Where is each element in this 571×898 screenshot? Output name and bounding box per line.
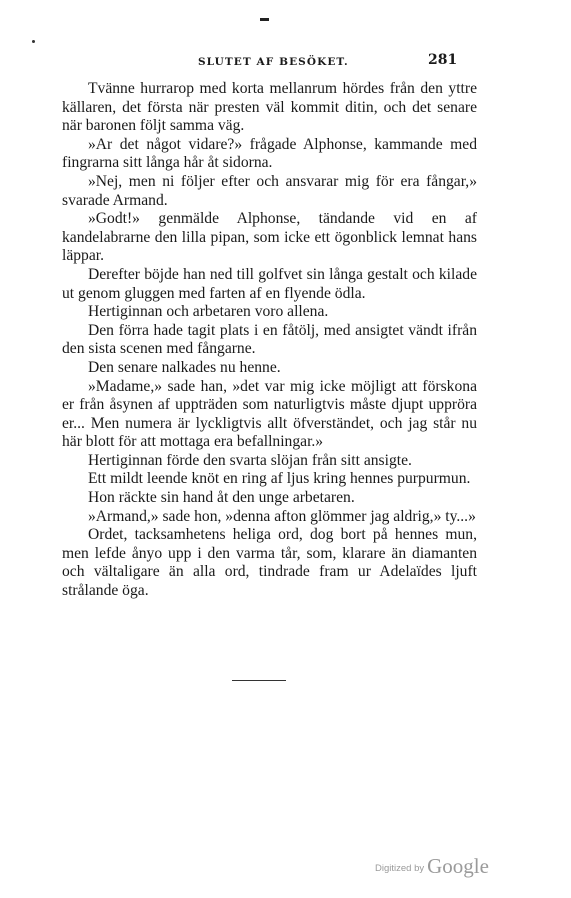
paragraph-4: »Godt!» genmälde Alphonse, tändande vid en af kandelabrarne den lilla pipan, som icke ett ögonblick lemnat hans läppar. xyxy=(62,210,477,265)
paragraph-2: »Ar det något vidare?» frågade Alphonse, kammande med fingrarna sitt långa hår åt sidorna. xyxy=(62,135,477,172)
paragraph-7: Den förra hade tagit plats i en fåtölj, med ansigtet vändt ifrån den sista scenen med fångarne. xyxy=(62,321,477,358)
print-mark xyxy=(260,18,269,21)
paragraph-12: Hon räckte sin hand åt den unge arbetaren. xyxy=(88,489,355,507)
paragraph-9: »Madame,» sade han, »det var mig icke möjligt att förskona er från åsynen af uppträden som naturligtvis måste djupt uppröra er... Men numera är lyckligtvis allt öfverständet, och jag står nu här blott för att mottaga era befallningar.» xyxy=(62,377,477,451)
paragraph-10: Hertiginnan förde den svarta slöjan från sitt ansigte. xyxy=(88,451,412,469)
paragraph-1: Tvänne hurrarop med korta mellanrum hördes från den yttre källaren, det första när presten väl kommit ditin, och det senare när baronen följt samma väg. xyxy=(62,80,477,135)
section-end-rule xyxy=(232,680,286,681)
google-logo-text: Google xyxy=(427,854,489,878)
paragraph-11: Ett mildt leende knöt en ring af ljus kring hennes purpurmun. xyxy=(88,470,471,488)
paragraph-13: »Armand,» sade hon, »denna afton glömmer jag aldrig,» ty...» xyxy=(88,507,476,525)
body-text xyxy=(62,80,477,601)
digitized-by-label: Digitized by xyxy=(375,863,425,874)
paragraph-8: Den senare nalkades nu henne. xyxy=(88,358,281,376)
running-header-title: SLUTET AF BESÖKET. xyxy=(198,56,349,68)
paragraph-6: Hertiginnan och arbetaren voro allena. xyxy=(88,303,329,321)
paragraph-14: Ordet, tacksamhetens heliga ord, dog bort på hennes mun, men lefde ånyo upp i den varma tår, som, klarare än diamanten och vältaligare än alla ord, tindrade fram ur Adelaïdes ljuft strålande öga. xyxy=(62,526,477,600)
paragraph-5: Derefter böjde han ned till golfvet sin långa gestalt och kilade ut genom gluggen med farten af en flyende ödla. xyxy=(62,265,477,302)
margin-speck xyxy=(32,40,35,43)
paragraph-3: »Nej, men ni följer efter och ansvarar mig för era fångar,» svarade Armand. xyxy=(62,172,477,209)
page-number: 281 xyxy=(428,52,458,68)
digitized-watermark xyxy=(375,854,489,879)
